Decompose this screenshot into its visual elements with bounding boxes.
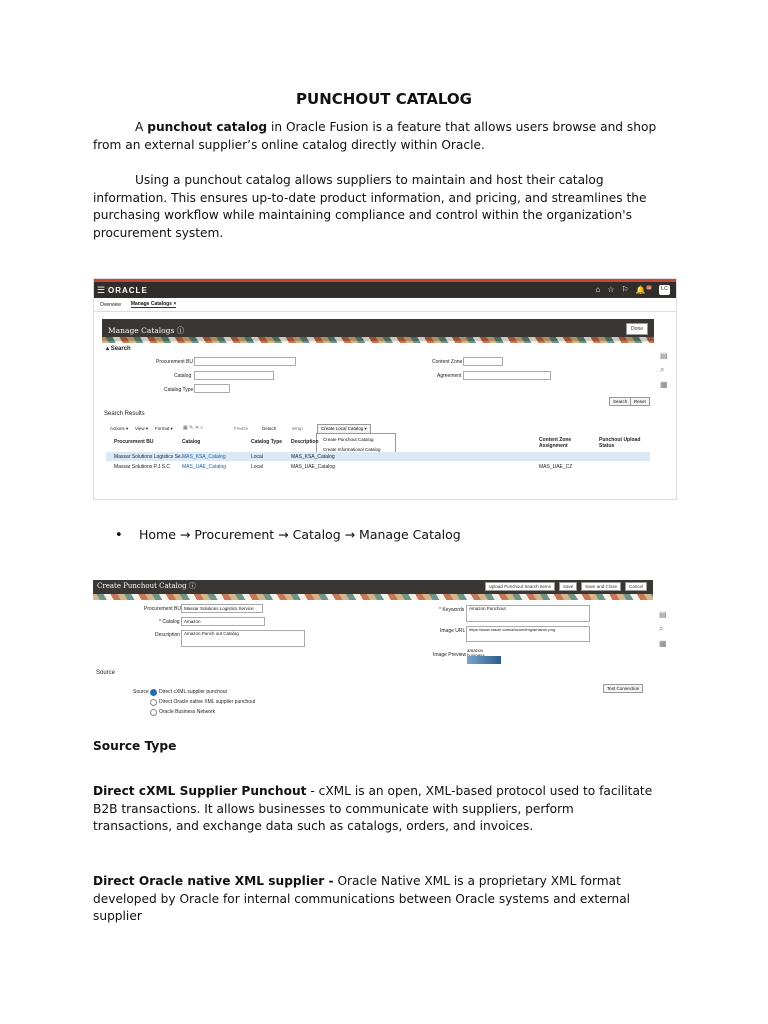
avatar[interactable]: LC: [659, 285, 670, 295]
option-native-xml-label: Direct Oracle native XML supplier punchout: [159, 699, 256, 705]
document-icon[interactable]: ▤: [660, 351, 668, 360]
create-punchout-catalog-screenshot: [93, 580, 675, 720]
page-header: Create Punchout Catalog ⓘ Upload Punchout Search Items Save Save and Close Cancel: [93, 580, 653, 594]
table-cell-link[interactable]: MAS_UAE_Catalog: [182, 464, 226, 470]
catalog-label: Catalog: [174, 373, 192, 379]
reset-button[interactable]: Reset: [630, 397, 650, 406]
document-icon[interactable]: ▤: [659, 610, 667, 619]
catalog-type-select[interactable]: [194, 384, 230, 393]
column-header[interactable]: Description: [291, 439, 319, 445]
detach-button[interactable]: Detach: [262, 426, 277, 431]
procurement-bu-label: Procurement BU: [156, 359, 193, 365]
keywords-textarea[interactable]: Amazon Punchout: [466, 605, 590, 622]
agreement-input[interactable]: [463, 371, 551, 380]
search-button[interactable]: Search: [609, 397, 631, 406]
content-zone-select[interactable]: [463, 357, 503, 366]
wrap-button[interactable]: Wrap: [292, 426, 303, 431]
cancel-button[interactable]: Cancel: [625, 582, 647, 591]
tab-manage-catalogs[interactable]: Manage Catalogs ×: [130, 301, 177, 307]
column-header[interactable]: Catalog: [182, 439, 201, 445]
table-icon[interactable]: ▦: [659, 639, 667, 648]
save-button[interactable]: Save: [559, 582, 577, 591]
amazon-business-logo: amazon: [467, 648, 501, 664]
source-label: Source: [133, 689, 149, 695]
source-type-heading: Source Type: [93, 739, 177, 753]
create-local-catalog-button[interactable]: Create Local Catalog ▾: [317, 424, 371, 434]
description-label: Description: [155, 632, 181, 638]
test-connection-button[interactable]: Test Connection: [603, 684, 643, 693]
catalog-input[interactable]: [194, 371, 274, 380]
save-and-close-button[interactable]: Save and Close: [581, 582, 621, 591]
toolbar-icons[interactable]: ▦ ✎ ✕ ⌕: [183, 425, 204, 431]
table-cell: MAS_KSA_Catalog: [291, 454, 335, 460]
bullet-icon: •: [115, 528, 123, 543]
oracle-logo: ORACLE: [108, 285, 148, 295]
option-business-network-label: Oracle Business Network: [159, 709, 216, 715]
tab-bar: [94, 298, 676, 312]
search-icon[interactable]: ⌕: [660, 365, 665, 374]
table-cell-link[interactable]: MAS_KSA_Catalog: [182, 454, 226, 460]
oracle-top-bar: [94, 279, 676, 298]
done-button[interactable]: Done: [626, 323, 648, 335]
right-panel-icons: [660, 351, 672, 389]
table-cell: Local: [251, 454, 263, 460]
navigation-path: • Home → Procurement → Catalog → Manage Catalog: [115, 527, 461, 543]
procurement-bu-select[interactable]: Massar Solutions Logistics Service: [181, 604, 263, 613]
table-icon[interactable]: ▦: [660, 380, 668, 389]
column-header[interactable]: Content Zone Assignment: [539, 437, 572, 449]
benefits-paragraph: Using a punchout catalog allows suppliers to maintain and host their catalog information. This ensures up-to-date product information, and pricing, and streamlines the purchasing workflow while maintaining compliance and control within the organization's procurement system.: [93, 173, 647, 240]
help-icon: ⓘ: [188, 582, 196, 590]
radio-native-xml[interactable]: [150, 699, 157, 706]
star-icon[interactable]: ☆: [607, 285, 615, 295]
decorative-pattern: [102, 337, 654, 343]
column-header[interactable]: Punchout Upload Status: [599, 437, 641, 449]
catalog-type-label: Catalog Type: [164, 387, 194, 393]
cxml-term: Direct cXML Supplier Punchout: [93, 784, 307, 798]
page-title: PUNCHOUT CATALOG: [296, 90, 472, 108]
intro-paragraph: A punchout catalog in Oracle Fusion is a feature that allows users browse and shop from an external supplier’s online catalog directly within Oracle.: [93, 120, 657, 152]
procurement-bu-label: Procurement BU: [144, 606, 181, 612]
manage-catalogs-screenshot: [93, 278, 677, 500]
view-menu[interactable]: View ▾: [135, 426, 149, 431]
format-menu[interactable]: Format ▾: [155, 426, 173, 431]
catalog-label: * Catalog: [159, 619, 180, 625]
native-xml-paragraph: Direct Oracle native XML supplier - Oracle Native XML is a proprietary XML format developed by Oracle for internal communications between Oracle systems and external supplier: [93, 874, 631, 923]
table-cell: Massar Solutions P.J.S.C: [114, 464, 171, 470]
table-cell: MAS_UAE_CZ: [539, 464, 573, 470]
radio-business-network[interactable]: [150, 709, 157, 716]
table-cell: Massar Solutions Logistics Se...: [114, 454, 185, 460]
cxml-paragraph: Direct cXML Supplier Punchout - cXML is an open, XML-based protocol used to facilitate B2B transactions. It allows businesses to communicate with suppliers, perform transactions, and exchange data such as catalogs, orders, and invoices.: [93, 784, 653, 833]
native-xml-term: Direct Oracle native XML supplier -: [93, 874, 334, 888]
menu-icon[interactable]: ☰: [96, 284, 106, 295]
help-icon: ⓘ: [176, 326, 185, 335]
procurement-bu-select[interactable]: [194, 357, 296, 366]
flag-icon[interactable]: ⚐: [621, 285, 629, 295]
option-cxml-label: Direct cXML supplier punchout: [159, 689, 227, 695]
source-section-heading: Source: [96, 670, 116, 676]
search-heading: ▴ Search: [106, 346, 131, 352]
create-informational-catalog-option[interactable]: Create Informational Catalog: [323, 447, 381, 452]
radio-cxml[interactable]: [150, 689, 157, 696]
image-url-label: Image URL: [440, 628, 466, 634]
create-punchout-catalog-option[interactable]: Create Punchout Catalog: [323, 437, 374, 442]
actions-menu[interactable]: Actions ▾: [110, 426, 129, 431]
punchout-term: punchout catalog: [147, 120, 268, 134]
keywords-label: * Keywords: [439, 607, 465, 613]
catalog-input[interactable]: Amazon: [181, 617, 265, 626]
freeze-button[interactable]: Freeze: [234, 426, 249, 431]
table-cell: Local: [251, 464, 263, 470]
upload-punchout-items-button[interactable]: Upload Punchout Search Items: [485, 582, 555, 591]
search-icon[interactable]: ⌕: [659, 624, 664, 633]
table-cell: MAS_UAE_Catalog: [291, 464, 335, 470]
page-header: Manage Catalogs ⓘ Done: [102, 319, 654, 341]
content-zone-label: Content Zone: [432, 359, 463, 365]
decorative-pattern: [93, 594, 653, 600]
column-header[interactable]: Procurement BU: [114, 439, 154, 445]
tab-overview[interactable]: Overview: [100, 301, 121, 308]
description-textarea[interactable]: Amazon Punch out Catalog: [181, 630, 305, 647]
agreement-label: Agreement: [437, 373, 462, 379]
image-preview-label: Image Preview: [433, 652, 467, 658]
search-results-heading: Search Results: [104, 411, 145, 417]
right-panel-icons: [659, 610, 671, 648]
image-url-textarea[interactable]: https://www.oracle.com/a/ocom/img/amazon.png: [466, 626, 590, 642]
home-icon[interactable]: ⌂: [595, 285, 601, 295]
column-header[interactable]: Catalog Type: [251, 439, 283, 445]
bell-icon[interactable]: 🔔$^{38}$: [635, 285, 651, 295]
